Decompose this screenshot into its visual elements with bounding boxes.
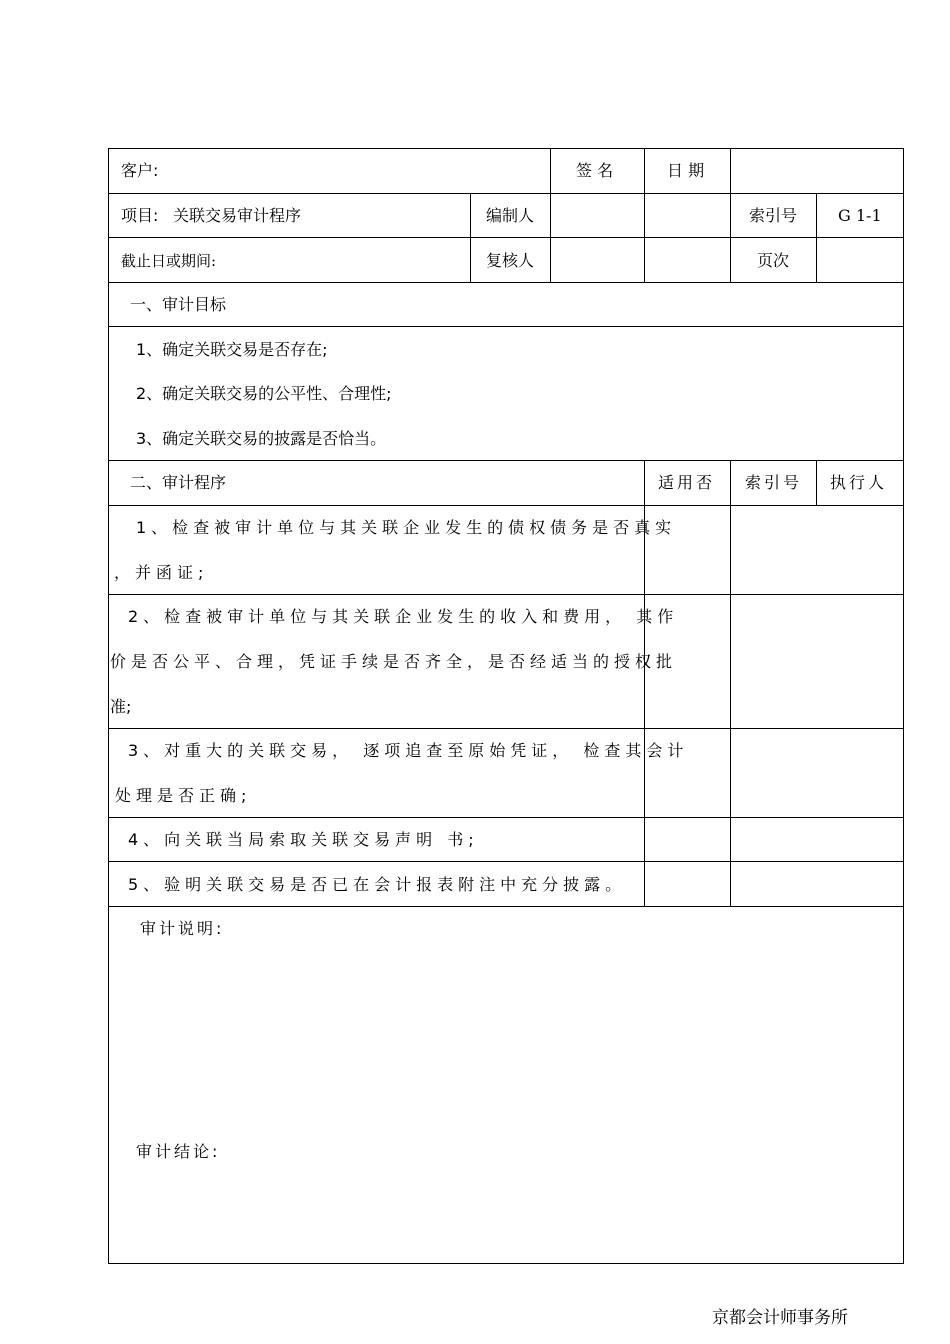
period-label: 截止日或期间: [121, 252, 217, 270]
grid-line [108, 594, 903, 595]
client-label: 客户: [121, 161, 159, 180]
reviewer-label: 复核人 [486, 251, 535, 270]
project-label: 项目: [121, 206, 159, 225]
procedure-line: 处理是否正确; [115, 786, 252, 805]
grid-line [108, 148, 109, 1264]
grid-line [730, 460, 731, 906]
grid-line [903, 148, 904, 1264]
grid-line [108, 460, 903, 461]
grid-line [816, 193, 817, 282]
sign-label: 签 名 [576, 161, 614, 180]
grid-line [108, 728, 903, 729]
grid-line [470, 193, 471, 282]
procedure-line: 1、检查被审计单位与其关联企业发生的债权债务是否真实 [136, 518, 677, 537]
index-value: G 1-1 [838, 206, 882, 225]
grid-line [108, 326, 903, 327]
procedures-title: 二、审计程序 [130, 473, 227, 492]
objectives-title: 一、审计目标 [130, 295, 227, 314]
grid-line [108, 282, 903, 283]
firm-name: 京都会计师事务所 [712, 1308, 848, 1328]
col-executor: 执行人 [830, 473, 888, 492]
procedure-line: 3、对重大的关联交易， 逐项追查至原始凭证， 检查其会计 [128, 741, 689, 760]
grid-line [108, 906, 903, 907]
col-applicable: 适用否 [658, 473, 716, 492]
procedure-line: 4、向关联当局索取关联交易声明 书; [128, 830, 479, 849]
grid-line [108, 237, 903, 238]
project-name: 关联交易审计程序 [173, 206, 302, 225]
procedure-line: 准; [110, 697, 132, 716]
grid-line [108, 817, 903, 818]
grid-line [108, 861, 903, 862]
grid-line [550, 148, 551, 282]
objective-item: 1、确定关联交易是否存在; [136, 340, 328, 359]
grid-line [108, 193, 903, 194]
grid-line [730, 148, 731, 282]
objective-item: 2、确定关联交易的公平性、合理性; [136, 384, 392, 403]
procedure-line: 2、检查被审计单位与其关联企业发生的收入和费用， 其作 [128, 607, 679, 626]
col-index: 索引号 [745, 473, 803, 492]
page-label: 页次 [757, 251, 790, 270]
date-label: 日 期 [667, 161, 705, 180]
grid-line [108, 505, 903, 506]
index-label: 索引号 [749, 206, 798, 225]
audit-conclusion-label: 审计结论: [136, 1142, 221, 1161]
procedure-line: ，并函证; [114, 563, 209, 582]
preparer-label: 编制人 [486, 206, 535, 225]
grid-line [108, 1263, 904, 1264]
audit-explanation-label: 审计说明: [140, 919, 225, 938]
objective-item: 3、确定关联交易的披露是否恰当。 [136, 429, 387, 448]
procedure-line: 价是否公平、合理，凭证手续是否齐全，是否经适当的授权批 [110, 652, 678, 671]
procedure-line: 5、验明关联交易是否已在会计报表附注中充分披露。 [128, 875, 627, 894]
grid-line [644, 148, 645, 282]
grid-line [816, 460, 817, 505]
grid-line [108, 148, 903, 149]
